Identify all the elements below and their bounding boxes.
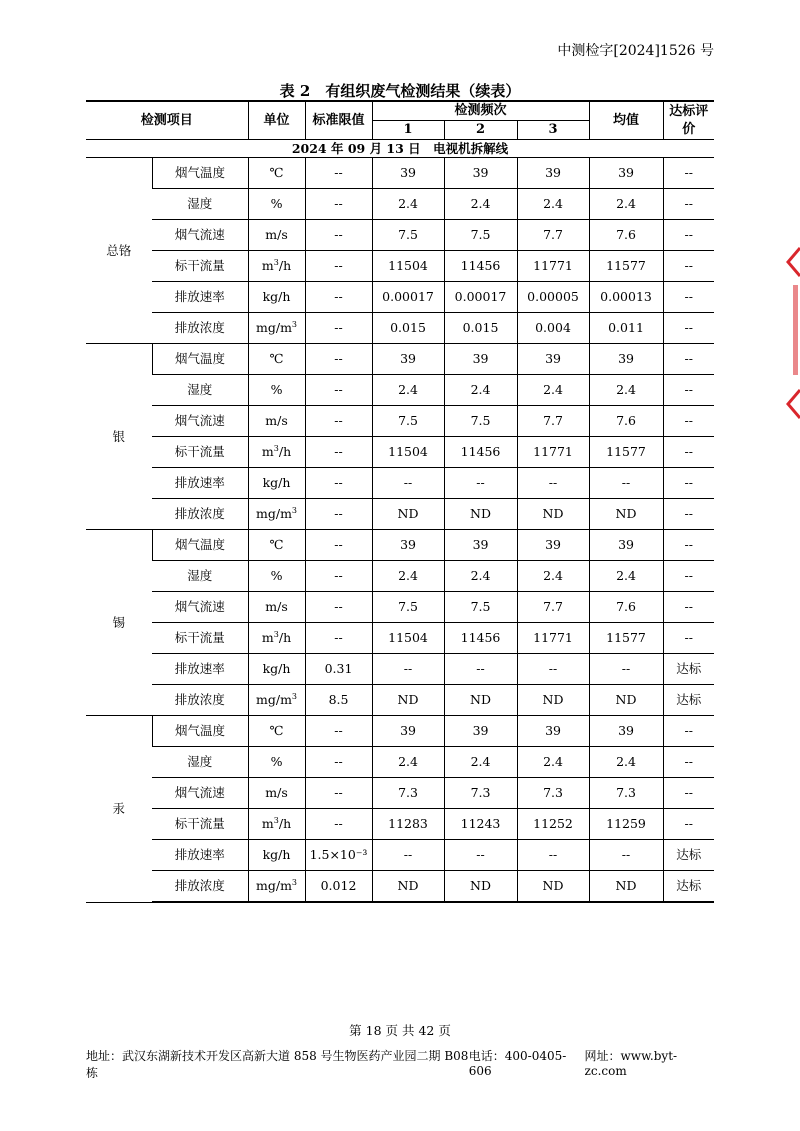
cell-limit: --	[305, 592, 372, 623]
cell-unit: kg/h	[248, 468, 305, 499]
cell-evaluation: --	[663, 158, 714, 189]
col-header-unit: 单位	[248, 101, 305, 140]
cell-unit: m/s	[248, 778, 305, 809]
analyte-name: 总铬	[86, 158, 152, 344]
table-row	[86, 189, 714, 220]
table-row	[86, 623, 714, 654]
cell-mean: ND	[589, 871, 663, 903]
cell-run-1: 11504	[372, 251, 444, 282]
cell-mean: 11577	[589, 251, 663, 282]
cell-run-3: 0.00005	[517, 282, 589, 313]
cell-limit: --	[305, 220, 372, 251]
cell-run-2: 7.5	[444, 406, 517, 437]
cell-unit: $m^3/h$	[248, 809, 305, 840]
table-row	[86, 654, 714, 685]
cell-run-2: 7.5	[444, 592, 517, 623]
cell-run-3: --	[517, 654, 589, 685]
cell-mean: ND	[589, 685, 663, 716]
cell-limit: --	[305, 530, 372, 561]
cell-unit: %	[248, 561, 305, 592]
cell-limit: --	[305, 251, 372, 282]
page-number: 第 18 页 共 42 页	[349, 1023, 451, 1038]
cell-run-2: ND	[444, 871, 517, 903]
cell-evaluation: --	[663, 375, 714, 406]
cell-run-3: ND	[517, 685, 589, 716]
cell-mean: 7.3	[589, 778, 663, 809]
cell-run-3: ND	[517, 499, 589, 530]
cell-unit: kg/h	[248, 282, 305, 313]
cell-mean: --	[589, 654, 663, 685]
analyte-group	[86, 158, 714, 344]
cell-run-2: 2.4	[444, 747, 517, 778]
cell-run-3: 11771	[517, 251, 589, 282]
cell-unit: ℃	[248, 716, 305, 747]
cell-run-1: ND	[372, 499, 444, 530]
cell-param: 排放浓度	[152, 685, 248, 716]
cell-run-2: 0.015	[444, 313, 517, 344]
cell-run-1: --	[372, 468, 444, 499]
cell-run-2: 39	[444, 344, 517, 375]
cell-run-2: 11456	[444, 623, 517, 654]
cell-run-1: --	[372, 654, 444, 685]
cell-run-2: 39	[444, 716, 517, 747]
cell-run-1: 7.5	[372, 592, 444, 623]
cell-run-2: 11243	[444, 809, 517, 840]
section-date-line: 2024 年 09 月 13 日 电视机拆解线	[86, 140, 714, 158]
table-row	[86, 592, 714, 623]
analyte-group	[86, 530, 714, 716]
cell-param: 烟气流速	[152, 778, 248, 809]
cell-limit: --	[305, 716, 372, 747]
table-row	[86, 437, 714, 468]
table-row	[86, 406, 714, 437]
cell-evaluation: --	[663, 406, 714, 437]
cell-param: 排放浓度	[152, 871, 248, 903]
cell-run-3: --	[517, 840, 589, 871]
cell-run-1: --	[372, 840, 444, 871]
cell-unit: kg/h	[248, 840, 305, 871]
cell-limit: 0.31	[305, 654, 372, 685]
cell-limit: --	[305, 375, 372, 406]
cell-mean: 2.4	[589, 189, 663, 220]
cell-run-2: 2.4	[444, 189, 517, 220]
cell-run-1: 11504	[372, 437, 444, 468]
cell-param: 烟气温度	[152, 344, 248, 375]
cell-evaluation: --	[663, 561, 714, 592]
cell-run-1: 2.4	[372, 189, 444, 220]
cell-mean: 2.4	[589, 561, 663, 592]
cell-evaluation: --	[663, 592, 714, 623]
cell-evaluation: --	[663, 747, 714, 778]
cell-param: 湿度	[152, 375, 248, 406]
cell-run-2: 2.4	[444, 375, 517, 406]
cell-mean: --	[589, 840, 663, 871]
cell-mean: 39	[589, 716, 663, 747]
cell-mean: 0.011	[589, 313, 663, 344]
table-row	[86, 282, 714, 313]
table-row	[86, 530, 714, 561]
analyte-name: 锡	[86, 530, 152, 716]
cell-unit: $mg/m^3$	[248, 685, 305, 716]
cell-limit: 1.5×10⁻³	[305, 840, 372, 871]
analyte-group	[86, 344, 714, 530]
cell-limit: --	[305, 561, 372, 592]
cell-evaluation: --	[663, 189, 714, 220]
cell-run-1: 7.3	[372, 778, 444, 809]
cell-mean: 39	[589, 344, 663, 375]
table-row	[86, 375, 714, 406]
cell-param: 标干流量	[152, 251, 248, 282]
cell-evaluation: 达标	[663, 685, 714, 716]
cell-run-2: 0.00017	[444, 282, 517, 313]
cell-run-1: 2.4	[372, 747, 444, 778]
cell-limit: 0.012	[305, 871, 372, 903]
cell-mean: 0.00013	[589, 282, 663, 313]
cell-run-2: ND	[444, 499, 517, 530]
footer-phone: 电话：400-0405-606	[468, 1049, 567, 1078]
cell-unit: %	[248, 747, 305, 778]
cell-run-3: 11252	[517, 809, 589, 840]
cell-run-1: 11504	[372, 623, 444, 654]
cell-param: 湿度	[152, 747, 248, 778]
cell-run-3: 7.7	[517, 592, 589, 623]
cell-run-3: 0.004	[517, 313, 589, 344]
cell-run-3: 39	[517, 344, 589, 375]
cell-run-3: 2.4	[517, 747, 589, 778]
col-header-frequency: 检测频次	[372, 101, 589, 121]
table-row	[86, 313, 714, 344]
cell-evaluation: --	[663, 282, 714, 313]
col-header-run-2: 2	[444, 121, 517, 140]
cell-param: 标干流量	[152, 623, 248, 654]
cell-limit: --	[305, 189, 372, 220]
cell-param: 烟气流速	[152, 220, 248, 251]
cell-run-1: 2.4	[372, 561, 444, 592]
results-table	[86, 100, 714, 903]
cell-mean: 39	[589, 530, 663, 561]
cell-unit: m/s	[248, 406, 305, 437]
table-row	[86, 747, 714, 778]
cell-run-1: 7.5	[372, 406, 444, 437]
cell-run-1: ND	[372, 871, 444, 903]
cell-mean: 2.4	[589, 747, 663, 778]
cell-run-2: --	[444, 840, 517, 871]
table-row	[86, 871, 714, 903]
cell-unit: m/s	[248, 592, 305, 623]
cell-unit: ℃	[248, 158, 305, 189]
analyte-name: 汞	[86, 716, 152, 903]
cell-run-1: 39	[372, 158, 444, 189]
cell-limit: --	[305, 282, 372, 313]
cell-evaluation: --	[663, 344, 714, 375]
cell-param: 标干流量	[152, 437, 248, 468]
cell-param: 排放速率	[152, 840, 248, 871]
cell-param: 标干流量	[152, 809, 248, 840]
cell-run-3: 39	[517, 716, 589, 747]
cell-run-3: 39	[517, 158, 589, 189]
cell-run-3: 7.7	[517, 220, 589, 251]
col-header-run-1: 1	[372, 121, 444, 140]
cell-mean: 11577	[589, 623, 663, 654]
table-title: 表 2 有组织废气检测结果（续表）	[279, 82, 521, 100]
cell-unit: $m^3/h$	[248, 437, 305, 468]
col-header-run-3: 3	[517, 121, 589, 140]
cell-evaluation: 达标	[663, 654, 714, 685]
cell-mean: 2.4	[589, 375, 663, 406]
cell-run-2: --	[444, 654, 517, 685]
cell-evaluation: --	[663, 499, 714, 530]
cell-mean: 7.6	[589, 592, 663, 623]
cell-limit: --	[305, 747, 372, 778]
table-row	[86, 251, 714, 282]
cell-param: 烟气温度	[152, 716, 248, 747]
cell-limit: --	[305, 437, 372, 468]
cell-unit: $m^3/h$	[248, 251, 305, 282]
col-header-limit: 标准限值	[305, 101, 372, 140]
col-header-mean: 均值	[589, 101, 663, 140]
document-number: 中测检字[2024]1526 号	[557, 43, 714, 59]
cell-param: 烟气流速	[152, 592, 248, 623]
cell-param: 烟气流速	[152, 406, 248, 437]
cell-run-3: 2.4	[517, 561, 589, 592]
table-row	[86, 561, 714, 592]
cell-run-3: 2.4	[517, 189, 589, 220]
table-row	[86, 499, 714, 530]
cell-evaluation: --	[663, 778, 714, 809]
table-row	[86, 344, 714, 375]
cell-limit: --	[305, 499, 372, 530]
cell-run-2: 39	[444, 530, 517, 561]
cell-run-2: 7.3	[444, 778, 517, 809]
cell-unit: $mg/m^3$	[248, 313, 305, 344]
cell-run-2: 39	[444, 158, 517, 189]
cell-unit: ℃	[248, 344, 305, 375]
cell-limit: --	[305, 468, 372, 499]
cell-run-1: 0.00017	[372, 282, 444, 313]
cell-run-2: 11456	[444, 251, 517, 282]
cell-limit: --	[305, 344, 372, 375]
cell-run-2: --	[444, 468, 517, 499]
cell-mean: 39	[589, 158, 663, 189]
analyte-group	[86, 716, 714, 903]
table-row	[86, 220, 714, 251]
cell-evaluation: --	[663, 220, 714, 251]
cell-run-1: 39	[372, 530, 444, 561]
table-row	[86, 809, 714, 840]
table-row	[86, 840, 714, 871]
cell-evaluation: --	[663, 809, 714, 840]
cell-limit: --	[305, 778, 372, 809]
cell-run-3: ND	[517, 871, 589, 903]
cell-run-2: ND	[444, 685, 517, 716]
table-row	[86, 158, 714, 189]
cell-unit: ℃	[248, 530, 305, 561]
cell-mean: 7.6	[589, 406, 663, 437]
cell-run-1: 7.5	[372, 220, 444, 251]
cell-param: 排放速率	[152, 654, 248, 685]
col-header-evaluation: 达标评价	[663, 101, 714, 140]
footer-website: 网址：www.byt-zc.com	[584, 1049, 678, 1078]
cell-param: 烟气温度	[152, 530, 248, 561]
table-row	[86, 716, 714, 747]
cell-mean: 11577	[589, 437, 663, 468]
cell-evaluation: --	[663, 251, 714, 282]
cell-param: 烟气温度	[152, 158, 248, 189]
cell-unit: m/s	[248, 220, 305, 251]
cell-param: 湿度	[152, 561, 248, 592]
cell-unit: $mg/m^3$	[248, 871, 305, 903]
cell-limit: --	[305, 158, 372, 189]
cell-unit: kg/h	[248, 654, 305, 685]
red-stamp-edge	[782, 240, 800, 420]
cell-evaluation: --	[663, 623, 714, 654]
cell-param: 排放速率	[152, 282, 248, 313]
cell-limit: --	[305, 313, 372, 344]
table-row	[86, 685, 714, 716]
cell-unit: %	[248, 189, 305, 220]
footer-address: 地址：武汉东湖新技术开发区高新大道 858 号生物医药产业园二期 B08 栋	[86, 1049, 469, 1080]
col-header-item: 检测项目	[86, 101, 248, 140]
cell-evaluation: 达标	[663, 871, 714, 903]
cell-run-3: 11771	[517, 437, 589, 468]
cell-param: 排放速率	[152, 468, 248, 499]
cell-param: 排放浓度	[152, 313, 248, 344]
cell-evaluation: --	[663, 530, 714, 561]
cell-evaluation: 达标	[663, 840, 714, 871]
cell-run-1: 11283	[372, 809, 444, 840]
cell-run-2: 2.4	[444, 561, 517, 592]
cell-run-1: 39	[372, 716, 444, 747]
cell-run-3: 39	[517, 530, 589, 561]
cell-run-3: 7.7	[517, 406, 589, 437]
cell-unit: $mg/m^3$	[248, 499, 305, 530]
cell-run-1: 2.4	[372, 375, 444, 406]
analyte-name: 银	[86, 344, 152, 530]
cell-mean: 11259	[589, 809, 663, 840]
cell-run-2: 7.5	[444, 220, 517, 251]
cell-run-3: 7.3	[517, 778, 589, 809]
cell-evaluation: --	[663, 437, 714, 468]
page-footer	[86, 1047, 714, 1081]
cell-run-1: ND	[372, 685, 444, 716]
cell-param: 湿度	[152, 189, 248, 220]
cell-limit: --	[305, 623, 372, 654]
cell-unit: $m^3/h$	[248, 623, 305, 654]
cell-evaluation: --	[663, 716, 714, 747]
cell-run-1: 39	[372, 344, 444, 375]
cell-evaluation: --	[663, 313, 714, 344]
cell-run-3: 11771	[517, 623, 589, 654]
cell-run-3: 2.4	[517, 375, 589, 406]
table-row	[86, 468, 714, 499]
cell-param: 排放浓度	[152, 499, 248, 530]
cell-mean: --	[589, 468, 663, 499]
cell-run-3: --	[517, 468, 589, 499]
cell-mean: 7.6	[589, 220, 663, 251]
cell-run-1: 0.015	[372, 313, 444, 344]
cell-mean: ND	[589, 499, 663, 530]
cell-limit: 8.5	[305, 685, 372, 716]
cell-run-2: 11456	[444, 437, 517, 468]
table-row	[86, 778, 714, 809]
cell-limit: --	[305, 809, 372, 840]
cell-limit: --	[305, 406, 372, 437]
cell-evaluation: --	[663, 468, 714, 499]
cell-unit: %	[248, 375, 305, 406]
